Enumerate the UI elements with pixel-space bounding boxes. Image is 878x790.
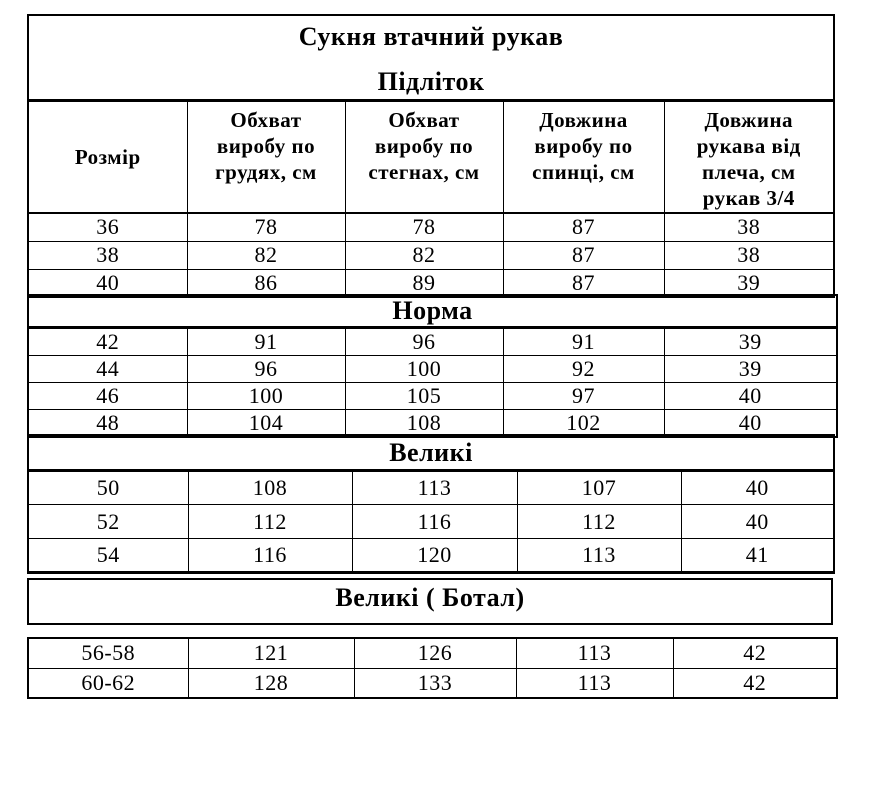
table-cell: 120 — [352, 539, 517, 573]
table-row — [28, 668, 837, 698]
table-cell: 108 — [188, 471, 352, 505]
table-cell: 40 — [681, 505, 834, 539]
table-cell: 40 — [28, 269, 187, 297]
table-cell: 107 — [517, 471, 681, 505]
table-row — [28, 471, 834, 505]
table-cell: 96 — [187, 356, 345, 383]
size-table-norma — [27, 294, 838, 438]
table-cell: 108 — [345, 410, 503, 438]
table-cell: 40 — [664, 410, 837, 438]
table-cell: 100 — [187, 383, 345, 410]
table-cell: 104 — [187, 410, 345, 438]
table-cell: 100 — [345, 356, 503, 383]
section-label-norma: Норма — [28, 295, 837, 328]
table-cell: 113 — [517, 539, 681, 573]
table-cell: 89 — [345, 269, 503, 297]
table-cell: 54 — [28, 539, 188, 573]
table-row — [28, 356, 837, 383]
table-cell: 112 — [188, 505, 352, 539]
table-cell: 39 — [664, 328, 837, 356]
table-cell: 50 — [28, 471, 188, 505]
table-cell: 36 — [28, 213, 187, 241]
product-title: Сукня втачний рукав — [298, 22, 564, 51]
table-cell: 133 — [354, 668, 516, 698]
table-row — [28, 539, 834, 573]
table-cell: 52 — [28, 505, 188, 539]
table-cell: 128 — [188, 668, 354, 698]
table-cell: 82 — [187, 241, 345, 269]
table-cell: 38 — [28, 241, 187, 269]
table-cell: 44 — [28, 356, 187, 383]
table-row — [28, 383, 837, 410]
table-cell: 42 — [673, 638, 837, 668]
section-header-row — [28, 295, 837, 328]
table-row — [28, 328, 837, 356]
table-cell: 113 — [352, 471, 517, 505]
table-cell: 102 — [503, 410, 664, 438]
table-cell: 48 — [28, 410, 187, 438]
column-header-chest: Обхват виробу по грудях, см — [187, 101, 345, 214]
table-row — [28, 241, 834, 269]
table-row — [28, 638, 837, 668]
column-header-row — [28, 101, 834, 214]
table-cell: 91 — [503, 328, 664, 356]
size-table-teen — [27, 14, 835, 298]
table-cell: 78 — [345, 213, 503, 241]
table-cell: 56-58 — [28, 638, 188, 668]
size-table-botal — [27, 637, 838, 699]
table-cell: 38 — [664, 241, 834, 269]
section-label-teen: Підліток — [377, 67, 485, 96]
table-cell: 112 — [517, 505, 681, 539]
table-cell: 39 — [664, 356, 837, 383]
table-cell: 97 — [503, 383, 664, 410]
section-header-row — [28, 579, 832, 624]
table-cell: 40 — [664, 383, 837, 410]
table-cell: 42 — [28, 328, 187, 356]
table-cell: 42 — [673, 668, 837, 698]
table-row — [28, 505, 834, 539]
table-cell: 116 — [188, 539, 352, 573]
table-cell: 96 — [345, 328, 503, 356]
table-cell: 121 — [188, 638, 354, 668]
table-cell: 87 — [503, 241, 664, 269]
column-header-hips: Обхват виробу по стегнах, см — [345, 101, 503, 214]
table-cell: 82 — [345, 241, 503, 269]
table-row — [28, 213, 834, 241]
size-table-botal-label — [27, 578, 833, 625]
column-header-back-length: Довжина виробу по спинці, см — [503, 101, 664, 214]
table-cell: 113 — [516, 668, 673, 698]
table-cell: 87 — [503, 269, 664, 297]
table-cell: 126 — [354, 638, 516, 668]
table-cell: 113 — [516, 638, 673, 668]
table-cell: 105 — [345, 383, 503, 410]
table-cell: 40 — [681, 471, 834, 505]
table-cell: 41 — [681, 539, 834, 573]
table-cell: 86 — [187, 269, 345, 297]
table-cell: 87 — [503, 213, 664, 241]
table-row — [28, 410, 837, 438]
table-cell: 92 — [503, 356, 664, 383]
table-cell: 60-62 — [28, 668, 188, 698]
table-cell: 116 — [352, 505, 517, 539]
size-table-large — [27, 434, 835, 574]
table-cell: 46 — [28, 383, 187, 410]
title-row — [28, 15, 834, 101]
section-label-large: Великі — [28, 435, 834, 471]
section-header-row — [28, 435, 834, 471]
column-header-size: Розмір — [28, 101, 187, 214]
section-label-botal: Великі ( Ботал) — [28, 579, 832, 624]
title-cell — [28, 15, 834, 101]
table-cell: 91 — [187, 328, 345, 356]
column-header-sleeve-length: Довжина рукава від плеча, см рукав 3/4 — [664, 101, 834, 214]
table-row — [28, 269, 834, 297]
table-cell: 78 — [187, 213, 345, 241]
table-cell: 39 — [664, 269, 834, 297]
table-cell: 38 — [664, 213, 834, 241]
